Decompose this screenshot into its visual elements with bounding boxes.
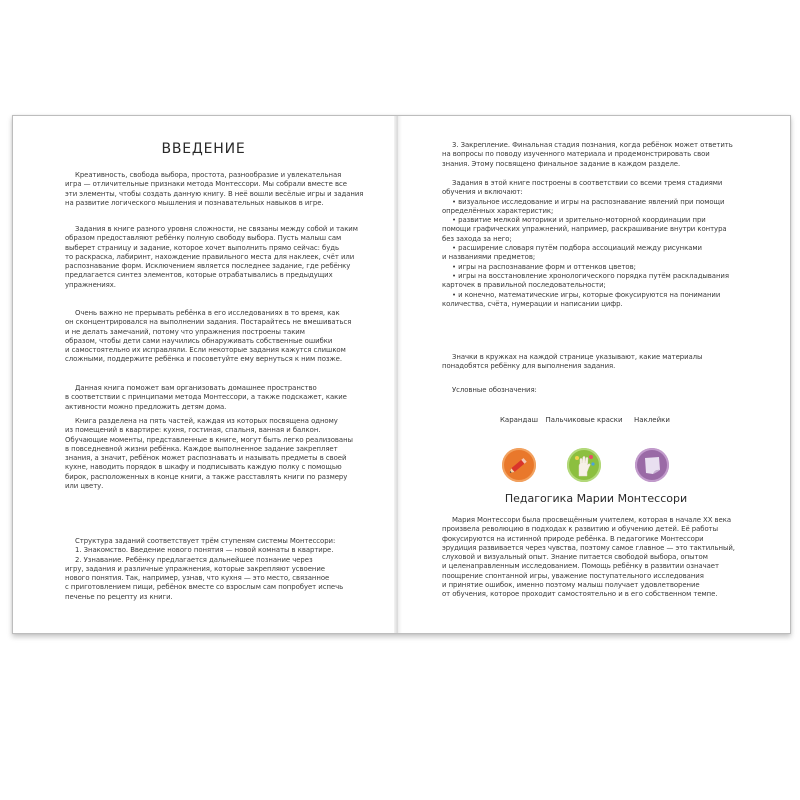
text-line: количества, счёта, нумерации и написании цифр. [442, 299, 623, 308]
list-item: • игры на восстановление хронологического порядка путём раскладывания [452, 271, 729, 280]
page-title: ВВЕДЕНИЕ [161, 141, 246, 157]
legend-label: Карандаш [499, 416, 539, 424]
text-line: и целенаправленным исследованием. Помощь ребёнку в развитии означает [442, 562, 719, 571]
text-line: распознавание форм. Исключением является последнее задание, где ребёнку [65, 262, 351, 271]
pencil-icon [502, 448, 536, 482]
list-item: • развитие мелкой моторики и зрительно-моторной координации при [452, 216, 706, 225]
legend-item-stickers [607, 416, 697, 482]
list-item: • визуальное исследование и игры на распознавание явлений при помощи [452, 197, 725, 206]
concentration-paragraph [65, 309, 365, 365]
text-line: и самостоятельно их исправляли. Если некоторые задания кажутся слишком [65, 346, 346, 355]
text-line: или цвету. [65, 482, 104, 491]
text-line: Значки в кружках на каждой странице указывают, какие материалы [452, 353, 703, 361]
montessori-paragraph [442, 516, 742, 600]
text-line: 3. Закрепление. Финальная стадия познания, когда ребёнок может ответить [452, 141, 733, 149]
text-line: Задания в этой книге построены в соответствии со всеми тремя стадиями [452, 179, 723, 187]
text-line: знания, а значит, ребёнок может распознавать и называть предметы в своей [65, 454, 347, 463]
text-line: игра — отличительные признаки метода Монтессори. Мы собрали вместе все [65, 180, 347, 189]
left-page [13, 116, 394, 633]
text-line: слуховой и визуальный опыт. Знание питается свободой выбора, опытом [442, 553, 708, 562]
text-line: в соответствии с принципами метода Монтессори, а также подскажет, какие [65, 393, 347, 402]
legend-title-block [442, 386, 742, 395]
text-line: образом предоставляют ребёнку полную свободу выбора. Пусть малыш сам [65, 234, 342, 243]
text-line: и не делать замечаний, потому что упражнения построены таким [65, 327, 305, 336]
text-line: помощи графических упражнений, например, раскрашивание внутри контура [442, 225, 727, 234]
open-book [12, 115, 791, 634]
legend-label: Наклейки [634, 416, 670, 424]
list-item: • расширение словаря путём подбора ассоциаций между рисунками [452, 244, 702, 253]
text-line: эти элементы, чтобы создать данную книгу. В неё вошли весёлые игры и задания [65, 189, 364, 198]
intro-paragraph [65, 171, 365, 208]
text-line: сложными, поддержите ребёнка и посоветуйте ему вернуться к ним позже. [65, 355, 342, 364]
home-space-paragraph [65, 384, 365, 412]
text-line: Мария Монтессори была просвещённым учителем, которая в начале XX века [452, 516, 731, 524]
text-line: активности можно предложить детям дома. [65, 402, 227, 411]
text-line: Данная книга поможет вам организовать домашнее пространство [75, 384, 317, 392]
right-page [402, 116, 790, 633]
text-line: он сконцентрировался на выполнении задания. Постарайтесь не вмешиваться [65, 318, 352, 327]
icons-paragraph [442, 353, 742, 372]
text-line: определённых характеристик; [442, 206, 554, 215]
text-line: без захода за него; [442, 234, 512, 243]
text-line: произвела революцию в подходах к развитию и обучению детей. Её работы [442, 525, 718, 534]
text-line: 2. Узнавание. Ребёнку предлагается дальнейшее познание через [75, 555, 313, 564]
text-line: из помещений в квартире: кухня, гостиная, спальня, ванная и балкон. [65, 426, 321, 435]
book-parts-paragraph [65, 417, 365, 491]
text-line: с приготовлением пищи, ребёнок вместе со взрослым сам попробует испечь [65, 583, 344, 592]
structure-paragraph [65, 537, 365, 602]
text-line: Обучающие моменты, представленные в книге, могут быть легко реализованы [65, 435, 353, 444]
text-line: нового понятия. Так, например, узнав, что кухня — это место, связанное [65, 574, 330, 583]
text-line: образом, чтобы дети сами научились обнаруживать собственные ошибки [65, 336, 333, 345]
text-line: в повседневной жизни ребёнка. Каждое выполненное задание закрепляет [65, 444, 338, 453]
list-item: • игры на распознавание форм и оттенков цветов; [452, 262, 636, 271]
text-line: Креативность, свобода выбора, простота, разнообразие и увлекательная [75, 171, 342, 179]
text-line: обучения и включают: [442, 188, 523, 197]
list-item: • и конечно, математические игры, которые фокусируются на понимании [452, 290, 721, 299]
text-line: печенье по рецепту из книги. [65, 592, 173, 601]
book-spine [394, 116, 402, 633]
consolidation-paragraph [442, 141, 742, 169]
text-line: Очень важно не прерывать ребёнка в его исследованиях в то время, как [75, 309, 340, 317]
text-line: карточек в правильной последовательности; [442, 281, 606, 290]
text-line: выберет страницу и задание, которое хочет выполнить прямо сейчас: будь [65, 243, 339, 252]
text-line: и принятие ошибок, именно поэтому малыш получает удовлетворение [442, 581, 700, 590]
text-line: на развитие логического мышления и познавательных навыков в игре. [65, 198, 324, 207]
text-line: понадобятся ребёнку для выполнения задания. [442, 362, 616, 371]
text-line: на вопросы по поводу изученного материала и продемонстрировать свои [442, 150, 710, 159]
text-line: 1. Знакомство. Введение нового понятия — новой комнаты в квартире. [75, 546, 334, 555]
text-line: фокусируются на истинной природе ребёнка. В педагогике Монтессори [442, 534, 704, 543]
hand-paint-icon [567, 448, 601, 482]
text-line: то раскраска, лабиринт, нахождение правильного места для наклеек, счёт или [65, 252, 355, 261]
text-line: эрудиция развивается через чувства, поэтому самое главное — это тактильный, [442, 543, 735, 552]
text-line: бирок, расположенных в конце книги, а также расставлять книги по размеру [65, 472, 348, 481]
sticker-icon [635, 448, 669, 482]
text-line: поощрение спонтанной игры, уважение поступательного исследования [442, 571, 704, 580]
text-line: упражнениях. [65, 280, 116, 289]
text-line: Структура заданий соответствует трём ступеням системы Монтессори: [75, 537, 336, 545]
section-subtitle: Педагогика Марии Монтессори [504, 492, 688, 505]
text-line: от обучения, которое проходит самостоятельно и в его собственном темпе. [442, 590, 718, 599]
tasks-list [442, 179, 742, 309]
legend-label: Пальчиковые краски [545, 416, 623, 424]
choice-paragraph [65, 225, 365, 290]
text-line: игру, задания и различные упражнения, которые закрепляют усвоение [65, 564, 325, 573]
text-line: знания. Этому посвящено финальное задание в каждом разделе. [442, 159, 681, 168]
text-line: Задания в книге разного уровня сложности, не связаны между собой и таким [75, 225, 358, 233]
text-line: кухне, наводить порядок в шкафу и подписывать каждую полку с помощью [65, 463, 342, 472]
text-line: Книга разделена на пять частей, каждая из которых посвящена одному [75, 417, 338, 425]
text-line: и названиями предметов; [442, 253, 536, 262]
text-line: предлагается синтез элементов, которые отрабатывались в предыдущих [65, 271, 333, 280]
legend-title: Условные обозначения: [452, 386, 537, 394]
